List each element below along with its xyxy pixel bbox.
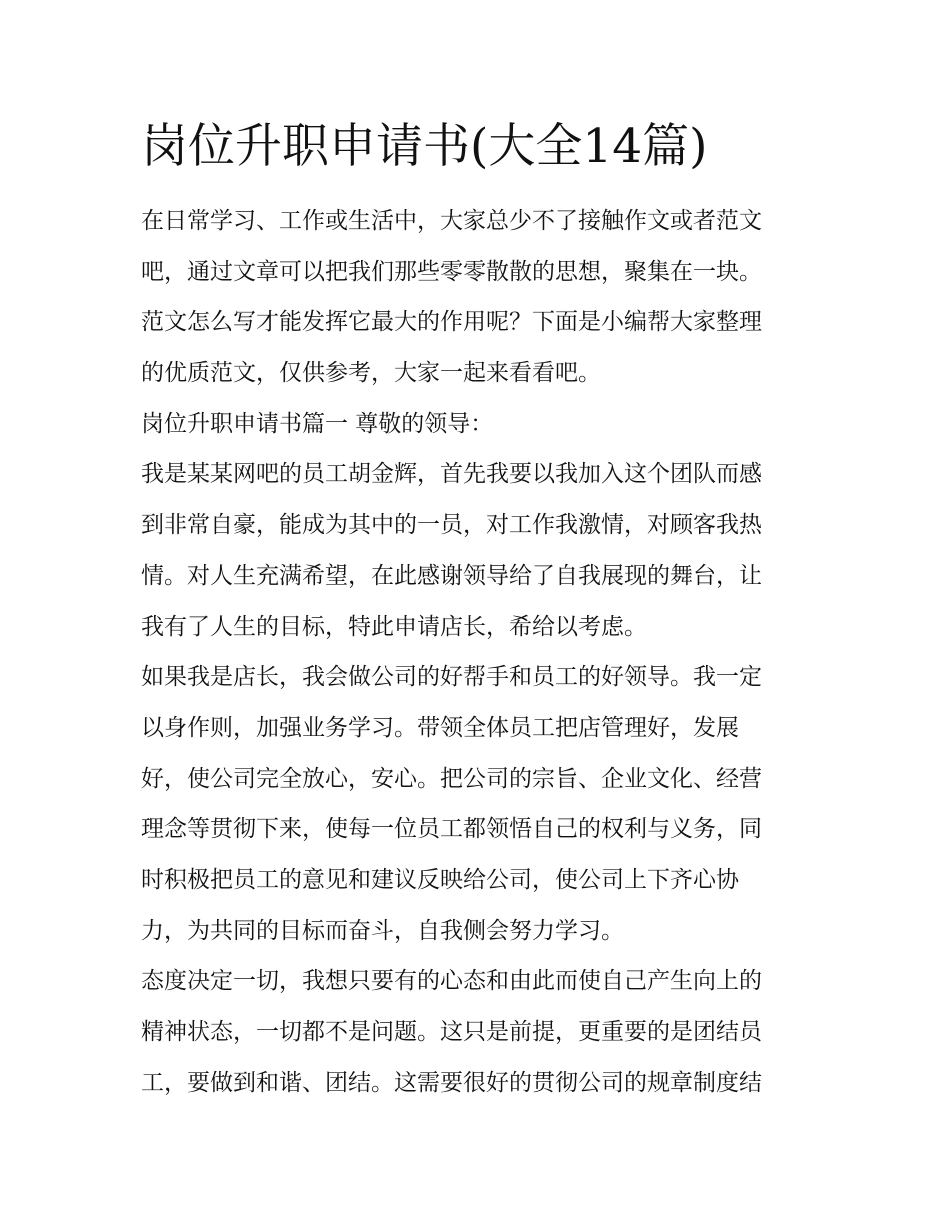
body-line: 时积极把员工的意见和建议反映给公司，使公司上下齐心协: [141, 866, 739, 893]
document-title: 岗位升职申请书(大全14篇): [141, 119, 708, 174]
body-line: 吧，通过文章可以把我们那些零零散散的思想，聚集在一块。: [141, 258, 762, 285]
body-line: 的优质范文，仅供参考，大家一起来看看吧。: [141, 360, 601, 387]
body-line: 以身作则，加强业务学习。带领全体员工把店管理好，发展: [141, 714, 739, 741]
body-line: 情。对人生充满希望，在此感谢领导给了自我展现的舞台，让: [141, 562, 762, 589]
body-line: 到非常自豪，能成为其中的一员，对工作我激情，对顾客我热: [141, 512, 762, 539]
document-body: [141, 196, 816, 1108]
body-line: 力，为共同的目标而奋斗，自我侧会努力学习。: [141, 917, 624, 944]
body-line: 在日常学习、工作或生活中，大家总少不了接触作文或者范文: [141, 208, 762, 234]
body-line: 我是某某网吧的员工胡金辉，首先我要以我加入这个团队而感: [141, 461, 762, 488]
body-line: 我有了人生的目标，特此申请店长，希给以考虑。: [141, 613, 647, 640]
body-line: 好，使公司完全放心，安心。把公司的宗旨、企业文化、经营: [141, 765, 762, 792]
body-line: 态度决定一切，我想只要有的心态和由此而使自己产生向上的: [141, 968, 762, 995]
body-line: 工，要做到和谐、团结。这需要很好的贯彻公司的规章制度结: [141, 1069, 762, 1096]
section-heading-line: 岗位升职申请书篇一 尊敬的领导：: [141, 410, 494, 437]
body-line: 范文怎么写才能发挥它最大的作用呢？下面是小编帮大家整理: [141, 309, 762, 336]
body-line: 精神状态，一切都不是问题。这只是前提，更重要的是团结员: [141, 1019, 762, 1045]
body-line: 理念等贯彻下来，使每一位员工都领悟自己的权利与义务，同: [141, 816, 762, 843]
body-line: 如果我是店长，我会做公司的好帮手和员工的好领导。我一定: [141, 664, 762, 691]
